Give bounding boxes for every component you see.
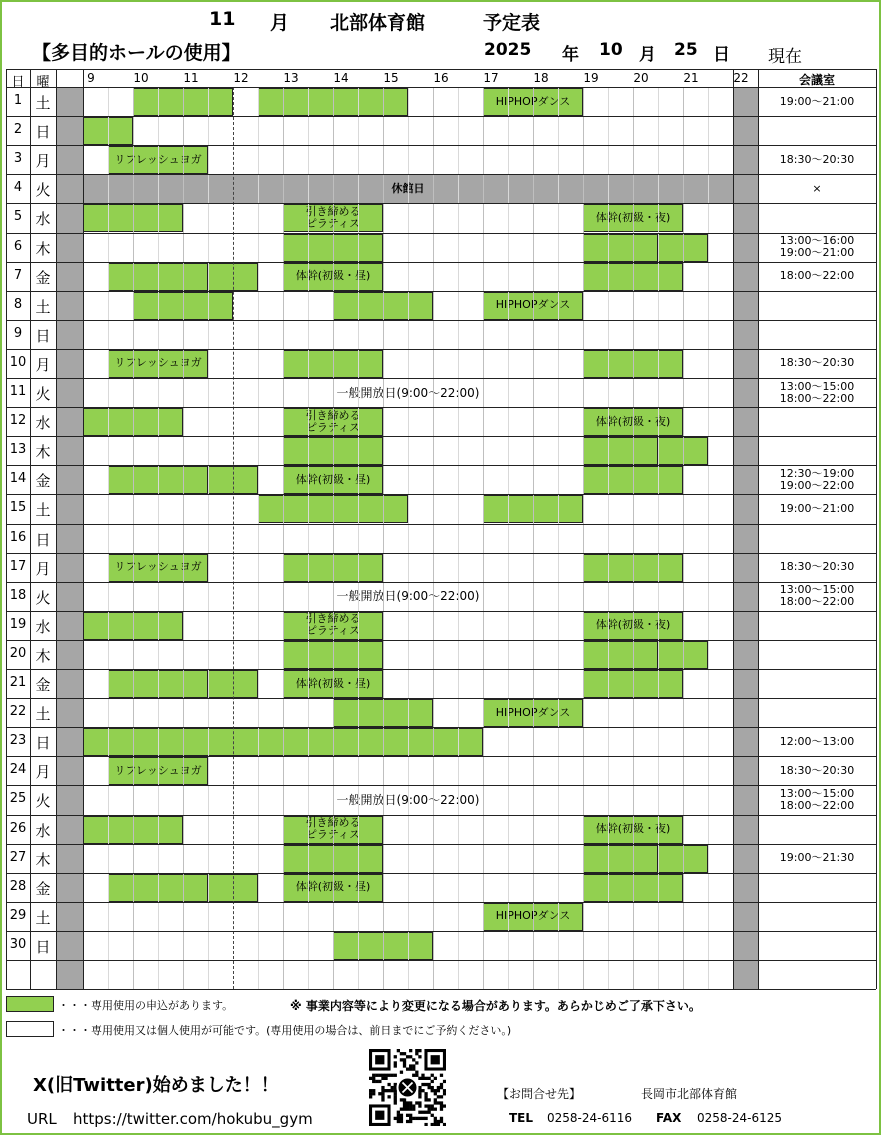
event-label: リフレッシュヨガ [114,560,202,574]
weekday: 日 [35,326,51,345]
hour-line [683,87,684,989]
open-day-label: 一般開放日(9:00～22:00) [336,589,480,604]
weekday: 火 [35,181,51,200]
row-line [6,582,876,583]
half-hour-line [708,87,709,989]
hour-line [383,87,384,989]
hour-label: 9 [87,71,95,85]
meeting-room-slot [758,931,876,960]
meeting-room-slot [758,494,876,523]
half-hour-line [458,87,459,989]
legend-free-text: ・・・専用使用又は個人使用が可能です。(専用使用の場合は、前日までにご予約ください。) [58,1024,512,1037]
weekday: 日 [35,530,51,549]
meeting-room-time: 19:00～22:00 [779,478,855,492]
day-number: 19 [9,616,27,632]
meeting-room-time: 19:00～21:00 [779,246,855,260]
half-hour-line [558,87,559,989]
fax-label: FAX [656,1111,682,1125]
booked-block[interactable] [583,845,658,873]
event-label: 体幹(初級・昼) [295,269,371,283]
meeting-room-time: 19:00～21:30 [779,851,855,865]
event-label: 体幹(初級・夜) [595,210,671,224]
row-line [6,349,876,350]
meeting-room-slot [758,844,876,873]
day-column-header: 日 [11,75,25,90]
asof-month-unit: 月 [639,45,656,65]
weekday: 火 [35,792,51,811]
day-number: 17 [9,558,27,574]
meeting-room-slot [758,524,876,553]
meeting-room-time: × [812,181,822,195]
weekday-column-header: 曜 [36,75,50,90]
hour-line [133,87,134,989]
day-number: 11 [9,384,27,399]
meeting-room-slot [758,320,876,349]
meeting-room-slot [758,291,876,320]
weekday: 木 [35,850,51,869]
day-number: 12 [9,413,27,429]
grid-line [6,69,876,70]
meeting-room-time: 13:00～16:00 [779,234,855,248]
meeting-room-time: 13:00～15:00 [779,786,855,800]
doc-type: 予定表 [483,12,541,34]
weekday: 水 [35,414,51,433]
row-line [6,524,876,525]
event-label: 引き締める ピラティス [305,204,361,230]
day-number: 3 [13,151,23,167]
grid-line [876,69,877,989]
meeting-room-time: 18:30～20:30 [779,560,855,574]
half-hour-line [508,87,509,989]
day-number: 22 [9,704,27,720]
tel-label: TEL [509,1111,534,1125]
weekday: 土 [35,705,51,724]
weekday: 土 [35,297,51,316]
day-number: 6 [13,238,23,254]
grid-line [83,69,84,989]
url-label: URL [27,1110,57,1128]
meeting-room-time: 18:30～20:30 [779,763,855,777]
event-label: 体幹(初級・夜) [595,618,671,632]
row-line [6,116,876,117]
meeting-room-time: 18:00～22:00 [779,269,855,283]
event-label: リフレッシュヨガ [114,152,202,166]
meeting-room-time: 18:30～20:30 [779,152,855,166]
weekday: 水 [35,821,51,840]
weekday: 水 [35,210,51,229]
day-number: 8 [13,296,23,312]
weekday: 水 [35,617,51,636]
booked-block[interactable] [583,234,658,262]
weekday: 月 [35,152,51,171]
grid-line [56,69,57,989]
asof-suffix: 現在 [768,47,802,67]
contact-label: 【お問合せ先】 [497,1087,582,1101]
row-line [6,320,876,321]
meeting-room-time: 13:00～15:00 [779,583,855,597]
day-number: 27 [9,849,27,865]
hour-line [433,87,434,989]
row-line [6,553,876,554]
hour-line [483,87,484,989]
event-label: リフレッシュヨガ [114,763,202,777]
event-label: 引き締める ピラティス [305,612,361,638]
half-hour-line [358,87,359,989]
grid-line [733,69,734,989]
day-number: 7 [13,267,23,283]
row-line [6,902,876,903]
facility-name: 北部体育館 [330,12,426,34]
meeting-room-slot [758,349,876,378]
day-number: 10 [9,354,27,370]
booked-block[interactable] [583,641,658,669]
row-line [6,785,876,786]
day-number: 2 [13,122,23,138]
row-line [6,727,876,728]
qr-code-icon[interactable] [369,1049,446,1126]
section-title: 【多目的ホールの使用】 [32,42,241,64]
meeting-room-slot [758,233,876,262]
weekday: 木 [35,646,51,665]
weekday: 火 [35,385,51,403]
day-number: 29 [9,907,27,923]
weekday: 金 [35,676,51,694]
half-hour-line [208,87,209,989]
meeting-room-slot [758,785,876,814]
row-line [6,378,876,379]
twitter-heading: X(旧Twitter)始めました！！ [33,1075,279,1096]
event-label: HIPHOPダンス [495,909,571,923]
hour-line [583,87,584,989]
asof-month: 10 [599,40,623,60]
event-label: HIPHOPダンス [495,94,571,108]
day-number: 9 [13,325,23,341]
hour-label: 16 [433,71,449,85]
hour-label: 17 [483,71,499,85]
booked-block[interactable] [583,437,658,465]
grid-line [30,69,31,989]
asof-day: 25 [674,40,698,60]
day-number: 21 [9,675,27,690]
meeting-room-time: 12:30～19:00 [779,466,855,480]
row-line [6,436,876,437]
hour-line [533,87,534,989]
day-number: 16 [9,529,27,545]
weekday: 土 [35,501,51,520]
meeting-room-time: 18:00～22:00 [779,391,855,405]
legend-booked-swatch [6,996,54,1012]
fax-number: 0258-24-6125 [697,1111,783,1125]
weekday: 土 [35,94,51,112]
meeting-room-slot [758,174,876,203]
day-number: 24 [9,762,27,778]
half-hour-line [608,87,609,989]
day-number: 1 [13,93,23,108]
meeting-room-header: 会議室 [798,73,835,87]
weekday: 日 [35,734,51,753]
half-hour-line [408,87,409,989]
meeting-room-slot [758,116,876,145]
meeting-room-slot [758,407,876,436]
half-hour-line [158,87,159,989]
month-number: 11 [209,8,236,30]
event-label: リフレッシュヨガ [114,356,202,370]
grey-margin-right [733,87,758,989]
asof-year: 2025 [484,40,532,60]
row-line [6,407,876,408]
row-line [6,465,876,466]
half-hour-line [308,87,309,989]
meeting-room-slot [758,87,876,116]
hour-label: 15 [383,71,399,85]
row-line [6,698,876,699]
weekday: 金 [35,472,51,491]
weekday: 木 [35,239,51,258]
weekday: 火 [35,588,51,607]
hour-label: 10 [133,71,149,85]
meeting-room-time: 12:00～13:00 [779,734,855,748]
weekday: 月 [35,763,51,782]
half-hour-line [258,87,259,989]
row-line [6,494,876,495]
event-label: HIPHOPダンス [495,298,571,312]
weekday: 日 [35,937,51,956]
event-label: 引き締める ピラティス [305,816,361,842]
meeting-room-time: 19:00～21:00 [779,94,855,108]
hour-label: 21 [683,71,699,85]
tel-number: 0258-24-6116 [547,1111,633,1125]
meeting-room-slot [758,815,876,844]
meeting-room-slot [758,902,876,931]
hour-line [633,87,634,989]
meeting-room-slot [758,553,876,582]
day-number: 4 [13,180,23,196]
grid-line [6,69,7,989]
event-label: HIPHOPダンス [495,705,571,719]
hour-label: 19 [583,71,599,85]
meeting-room-slot [758,727,876,756]
meeting-room-time: 18:00～22:00 [779,595,855,609]
row-line [6,262,876,263]
day-number: 5 [13,209,23,225]
meeting-room-slot [758,145,876,174]
row-line [6,669,876,670]
weekday: 月 [35,559,51,578]
hour-label: 14 [333,71,349,85]
day-number: 30 [9,936,27,952]
twitter-url[interactable]: https://twitter.com/hokubu_gym [73,1110,313,1128]
day-number: 14 [9,471,27,487]
meeting-room-time: 18:30～20:30 [779,356,855,370]
event-label: 体幹(初級・昼) [295,676,371,690]
day-number: 25 [9,791,27,807]
meeting-room-time: 13:00～15:00 [779,379,855,393]
meeting-room-slot [758,756,876,785]
hour-label: 12 [233,71,249,85]
open-day-label: 一般開放日(9:00～22:00) [336,385,480,400]
row-line [6,291,876,292]
row-line [6,640,876,641]
event-label: 体幹(初級・夜) [595,414,671,428]
hour-line [333,87,334,989]
day-number: 15 [9,500,27,516]
legend-free-swatch [6,1021,54,1037]
meeting-room-slot [758,465,876,494]
day-number: 26 [9,820,27,836]
meeting-room-slot [758,640,876,669]
event-label: 体幹(初級・昼) [295,880,371,894]
meeting-room-time: 19:00～21:00 [779,501,855,515]
meeting-room-slot [758,611,876,640]
contact-name: 長岡市北部体育館 [641,1087,738,1101]
meeting-room-slot [758,378,876,407]
weekday: 土 [35,908,51,927]
meeting-room-slot [758,203,876,232]
row-line [6,611,876,612]
weekday: 金 [35,268,51,287]
row-line [6,233,876,234]
closed-day-label: 休館日 [391,181,425,195]
hour-label: 11 [183,71,199,85]
row-line [6,844,876,845]
asof-year-unit: 年 [562,45,579,65]
row-line [6,960,876,961]
half-hour-line [658,87,659,989]
month-unit: 月 [270,12,290,34]
weekday: 月 [35,355,51,374]
grid-line [758,69,759,989]
row-line [6,931,876,932]
meeting-room-slot [758,669,876,698]
hour-line [283,87,284,989]
hour-label: 13 [283,71,299,85]
weekday: 木 [35,443,51,462]
half-hour-line [108,87,109,989]
meeting-room-slot [758,262,876,291]
open-day-label: 一般開放日(9:00～22:00) [336,792,480,807]
grid-line [6,87,876,88]
weekday: 金 [35,879,51,898]
row-line [6,145,876,146]
row-line [6,815,876,816]
row-line [6,174,876,175]
event-label: 体幹(初級・夜) [595,822,671,836]
meeting-room-time: 18:00～22:00 [779,798,855,812]
meeting-room-slot [758,873,876,902]
day-number: 20 [9,645,27,661]
meeting-room-slot [758,698,876,727]
hour-label: 20 [633,71,649,85]
event-label: 引き締める ピラティス [305,408,361,434]
day-number: 13 [9,442,27,458]
meeting-room-slot [758,960,876,989]
row-line [6,989,876,990]
weekday: 日 [35,123,51,142]
day-number: 18 [9,587,27,603]
row-line [6,756,876,757]
hour-label: 22 [733,71,749,85]
row-line [6,203,876,204]
day-number: 23 [9,733,27,749]
event-label: 体幹(初級・昼) [295,472,371,486]
row-line [6,873,876,874]
legend-notice: ※ 事業内容等により変更になる場合があります。あらかじめご了承下さい。 [290,999,701,1013]
grey-margin-left [56,87,83,989]
day-number: 28 [9,878,27,894]
hour-line [233,87,234,989]
asof-day-unit: 日 [713,45,730,65]
hour-line [183,87,184,989]
legend-booked-text: ・・・専用使用の申込があります。 [58,999,234,1012]
meeting-room-slot [758,582,876,611]
meeting-room-slot [758,436,876,465]
hour-label: 18 [533,71,549,85]
